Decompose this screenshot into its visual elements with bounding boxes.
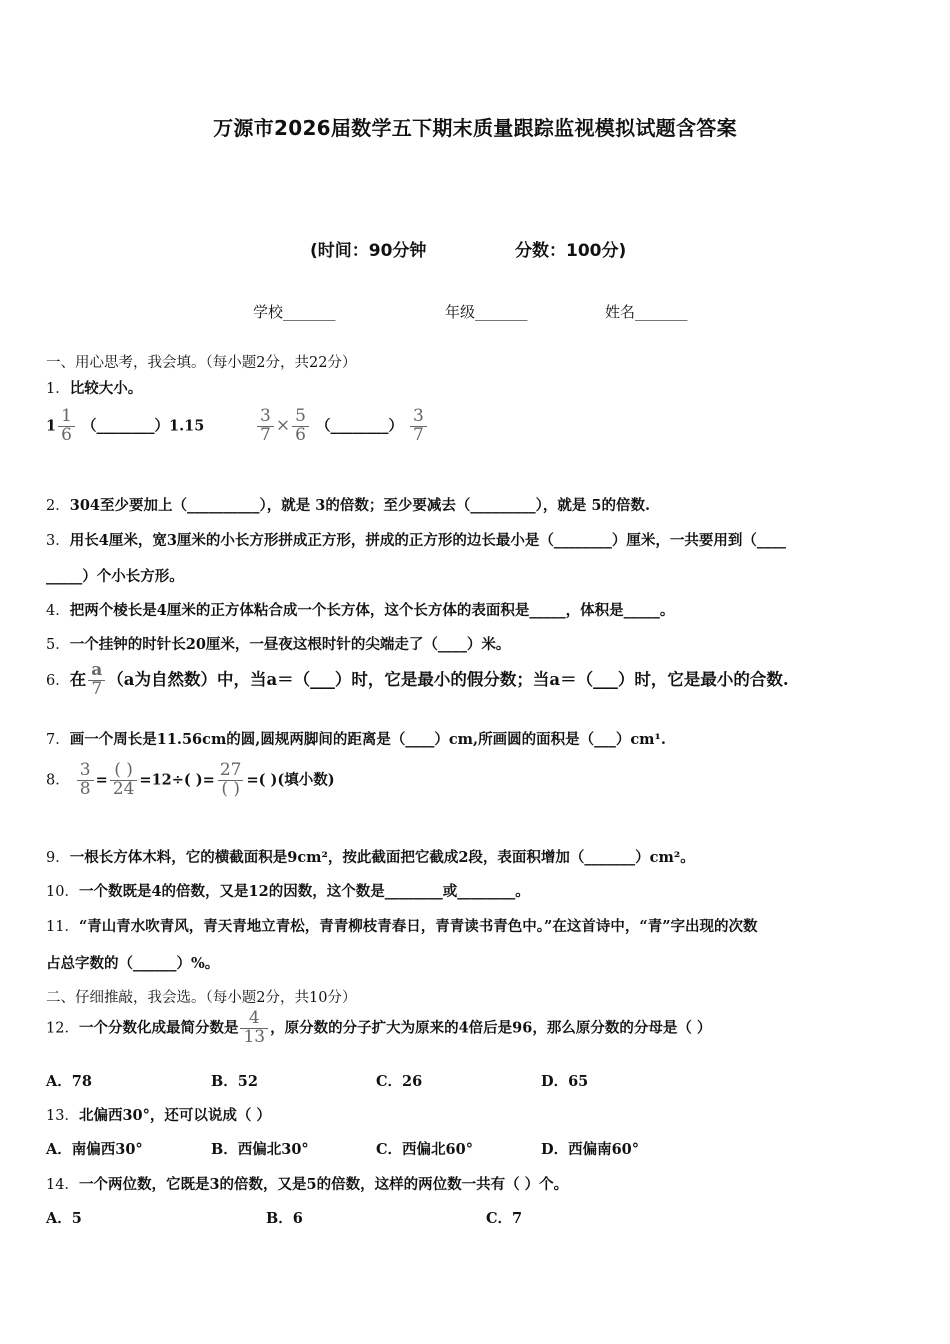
question-14 bbox=[46, 1173, 568, 1194]
question-number: 9． bbox=[46, 850, 70, 866]
option-d: D．西偏南60° bbox=[541, 1141, 640, 1158]
grade-field: 年级_______ bbox=[445, 303, 528, 321]
question-6 bbox=[46, 662, 789, 699]
numerator: 27 bbox=[219, 760, 242, 780]
question-text: 一个挂钟的时针长20厘米，一昼夜这根时针的尖端走了（____）米。 bbox=[69, 636, 511, 653]
option-b: B．西偏北30° bbox=[211, 1141, 309, 1158]
name-field: 姓名_______ bbox=[605, 303, 688, 321]
fraction bbox=[110, 762, 138, 799]
fraction bbox=[58, 408, 75, 445]
whole-number: 1 bbox=[46, 417, 57, 435]
question-text: 画一个周长是11.56cm的圆,圆规两脚间的距离是（____）cm,所画圆的面积是（___）cm¹. bbox=[69, 731, 666, 748]
question-text: 一个数既是4的倍数，又是12的因数，这个数是________或________。 bbox=[78, 883, 530, 900]
question-text: 304至少要加上（__________），就是 3的倍数；至少要减去（_________），就是 5的倍数. bbox=[69, 497, 651, 514]
denominator: 7 bbox=[410, 426, 427, 445]
option-b: B．52 bbox=[211, 1073, 258, 1090]
question-number: 6． bbox=[46, 672, 70, 689]
section-heading-1: 一、用心思考，我会填。（每小题2分，共22分） bbox=[46, 355, 357, 371]
denominator: 13 bbox=[240, 1028, 268, 1047]
question-number: 2． bbox=[46, 498, 70, 514]
question-text: “青山青水吹青风，青天青地立青松，青青柳枝青春日，青青读书青色中。”在这首诗中，“青”字出现的次数 bbox=[78, 918, 758, 935]
question-text: 一个两位数，它既是3的倍数，又是5的倍数，这样的两位数一共有（ ）个。 bbox=[78, 1176, 569, 1193]
numerator: 3 bbox=[260, 406, 271, 426]
question-11-continued: 占总字数的（______）%。 bbox=[46, 955, 220, 972]
option-a: A．78 bbox=[46, 1073, 92, 1090]
question-number: 8． bbox=[46, 772, 70, 789]
question-10 bbox=[46, 880, 530, 901]
question-number: 11． bbox=[46, 919, 79, 935]
option-c: C．26 bbox=[376, 1073, 423, 1090]
question-3 bbox=[46, 529, 786, 550]
denominator: 7 bbox=[88, 680, 105, 699]
question-1-part-b bbox=[255, 408, 429, 445]
fraction bbox=[217, 762, 245, 799]
denominator: 24 bbox=[110, 780, 138, 799]
option-c: C．7 bbox=[486, 1210, 523, 1227]
compare-blank: （________） bbox=[315, 417, 403, 435]
question-number: 13． bbox=[46, 1108, 79, 1124]
question-text-prefix: 在 bbox=[69, 669, 87, 689]
denominator: ( ) bbox=[218, 780, 243, 799]
numerator: 1 bbox=[61, 406, 72, 426]
question-12 bbox=[46, 1010, 711, 1047]
question-5 bbox=[46, 633, 510, 654]
question-7 bbox=[46, 728, 666, 749]
denominator: 6 bbox=[58, 426, 75, 445]
option-b: B．6 bbox=[266, 1210, 303, 1227]
question-number: 3． bbox=[46, 533, 70, 549]
question-3-continued: _____）个小长方形。 bbox=[46, 568, 184, 585]
equals-sign: = bbox=[95, 771, 108, 789]
score-label: 分数：100分) bbox=[515, 241, 627, 261]
question-text: （a为自然数）中，当a＝（___）时，它是最小的假分数；当a＝（___）时，它是最小的合数. bbox=[107, 669, 789, 689]
fraction bbox=[77, 762, 94, 799]
question-number: 10． bbox=[46, 884, 79, 900]
question-1-part-a bbox=[46, 408, 204, 445]
question-text: 一根长方体木料，它的横截面积是9cm²，按此截面把它截成2段，表面积增加（_______）cm²。 bbox=[69, 849, 695, 866]
numerator: 3 bbox=[79, 760, 91, 780]
page-title: 万源市2026届数学五下期末质量跟踪监视模拟试题含答案 bbox=[213, 116, 737, 140]
equation-middle: =12÷( )= bbox=[139, 771, 215, 789]
fraction bbox=[88, 662, 105, 699]
time-label: (时间：90分钟 bbox=[310, 241, 427, 261]
option-a: A．南偏西30° bbox=[46, 1141, 143, 1158]
question-text-prefix: 一个分数化成最简分数是 bbox=[78, 1019, 239, 1037]
section-heading-2: 二、仔细推敲，我会选。（每小题2分，共10分） bbox=[46, 990, 357, 1006]
numerator: a bbox=[91, 660, 103, 680]
fraction bbox=[292, 408, 309, 445]
fraction bbox=[410, 408, 427, 445]
option-c: C．西偏北60° bbox=[376, 1141, 473, 1158]
equation-tail: =( )(填小数) bbox=[246, 771, 335, 789]
question-text: ，原分数的分子扩大为原来的4倍后是96，那么原分数的分母是（ ） bbox=[270, 1019, 712, 1037]
option-d: D．65 bbox=[541, 1073, 589, 1090]
question-text: 北偏西30°，还可以说成（ ） bbox=[78, 1107, 271, 1124]
question-number: 4． bbox=[46, 603, 70, 619]
denominator: 7 bbox=[257, 426, 274, 445]
compare-blank: （________）1.15 bbox=[81, 417, 205, 435]
question-13 bbox=[46, 1104, 271, 1125]
school-field: 学校_______ bbox=[253, 303, 336, 321]
denominator: 8 bbox=[77, 780, 94, 799]
fraction bbox=[257, 408, 274, 445]
question-number: 1． bbox=[46, 381, 70, 397]
question-number: 7． bbox=[46, 732, 70, 748]
numerator: ( ) bbox=[114, 760, 133, 780]
question-number: 12． bbox=[46, 1020, 79, 1037]
times-sign: × bbox=[275, 415, 291, 436]
numerator: 4 bbox=[248, 1008, 260, 1028]
question-11 bbox=[46, 915, 758, 936]
question-number: 5． bbox=[46, 637, 70, 653]
numerator: 5 bbox=[295, 406, 306, 426]
question-number: 14． bbox=[46, 1177, 79, 1193]
option-a: A．5 bbox=[46, 1210, 82, 1227]
question-4 bbox=[46, 599, 674, 620]
question-2 bbox=[46, 494, 650, 515]
fraction bbox=[240, 1010, 268, 1047]
question-text: 比较大小。 bbox=[69, 380, 143, 397]
numerator: 3 bbox=[413, 406, 424, 426]
question-8 bbox=[46, 762, 335, 799]
question-text: 用长4厘米，宽3厘米的小长方形拼成正方形，拼成的正方形的边长最小是（________）厘米，一共要用到（____ bbox=[69, 532, 786, 549]
question-9 bbox=[46, 846, 695, 867]
question-1 bbox=[46, 377, 142, 398]
denominator: 6 bbox=[292, 426, 309, 445]
question-text: 把两个棱长是4厘米的正方体粘合成一个长方体，这个长方体的表面积是_____，体积是_____。 bbox=[69, 602, 675, 619]
